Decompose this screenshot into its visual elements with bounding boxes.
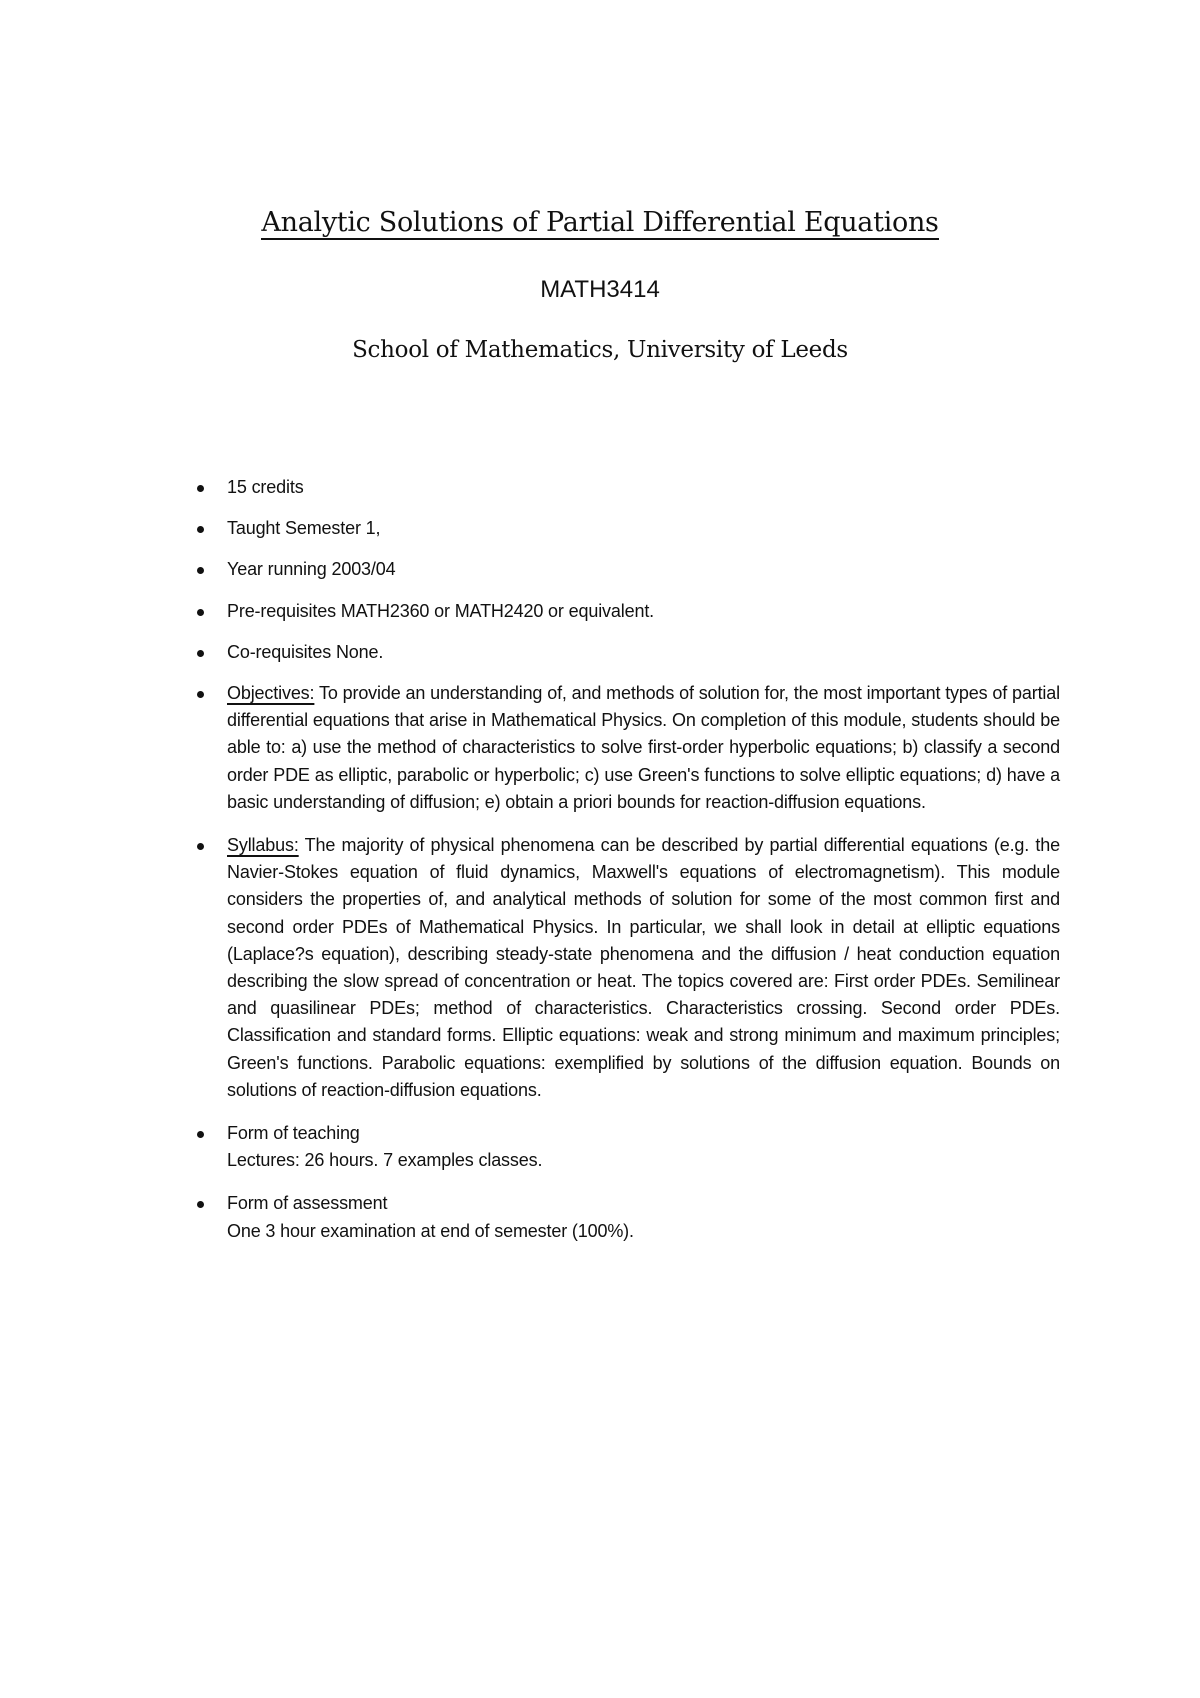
list-item-corequisites: Co-requisites None.	[227, 639, 1060, 666]
bullet-icon	[197, 843, 204, 850]
bullet-icon	[197, 1131, 204, 1138]
module-code: MATH3414	[540, 276, 660, 303]
objectives-text: To provide an understanding of, and methods of solution for, the most important types of partial differential equations that arise in Mathematical Physics. On completion of this module, students should be able to: a) use the method of characteristics to solve first-order hyperbolic equations; b) classify a second order PDE as elliptic, parabolic or hyperbolic; c) use Green's functions to solve elliptic equations; d) have a basic understanding of diffusion; e) obtain a priori bounds for reaction-diffusion equations.	[227, 683, 1060, 812]
institution: School of Mathematics, University of Leeds	[352, 337, 848, 363]
bullet-icon	[197, 691, 204, 698]
objectives-label: Objectives:	[227, 683, 315, 704]
assessment-detail: One 3 hour examination at end of semester (100%).	[227, 1220, 634, 1241]
assessment-heading: Form of assessment	[227, 1193, 388, 1214]
list-item-prerequisites: Pre-requisites MATH2360 or MATH2420 or equivalent.	[227, 598, 1060, 625]
teaching-heading: Form of teaching	[227, 1123, 360, 1144]
teaching-detail: Lectures: 26 hours. 7 examples classes.	[227, 1150, 543, 1171]
list-item-semester: Taught Semester 1,	[227, 515, 1060, 542]
list-item-assessment	[227, 1190, 1060, 1244]
module-details-list	[227, 474, 1060, 1245]
bullet-icon	[197, 526, 204, 533]
bullet-icon	[197, 485, 204, 492]
list-item-objectives	[227, 680, 1060, 816]
bullet-icon	[197, 609, 204, 616]
bullet-icon	[197, 1201, 204, 1208]
bullet-icon	[197, 650, 204, 657]
list-item-teaching	[227, 1120, 1060, 1174]
list-item-credits: 15 credits	[227, 474, 1060, 501]
list-item-syllabus	[227, 832, 1060, 1104]
bullet-icon	[197, 567, 204, 574]
syllabus-text: The majority of physical phenomena can be described by partial differential equations (e.g. the Navier-Stokes equation of fluid dynamics, Maxwell's equations of electromagnetism). This module considers the properties of, and analytical methods of solution for some of the most common first and second order PDEs of Mathematical Physics. In particular, we shall look in detail at elliptic equations (Laplace?s equation), describing steady-state phenomena and the diffusion / heat conduction equation describing the slow spread of concentration or heat. The topics covered are: First order PDEs. Semilinear and quasilinear PDEs; method of characteristics. Characteristics crossing. Second order PDEs. Classification and standard forms. Elliptic equations: weak and strong minimum and maximum principles; Green's functions. Parabolic equations: exemplified by solutions of the diffusion equation. Bounds on solutions of reaction-diffusion equations.	[227, 835, 1060, 1100]
syllabus-label: Syllabus:	[227, 835, 299, 856]
list-item-year: Year running 2003/04	[227, 556, 1060, 583]
document-title: Analytic Solutions of Partial Differential Equations	[261, 207, 939, 238]
